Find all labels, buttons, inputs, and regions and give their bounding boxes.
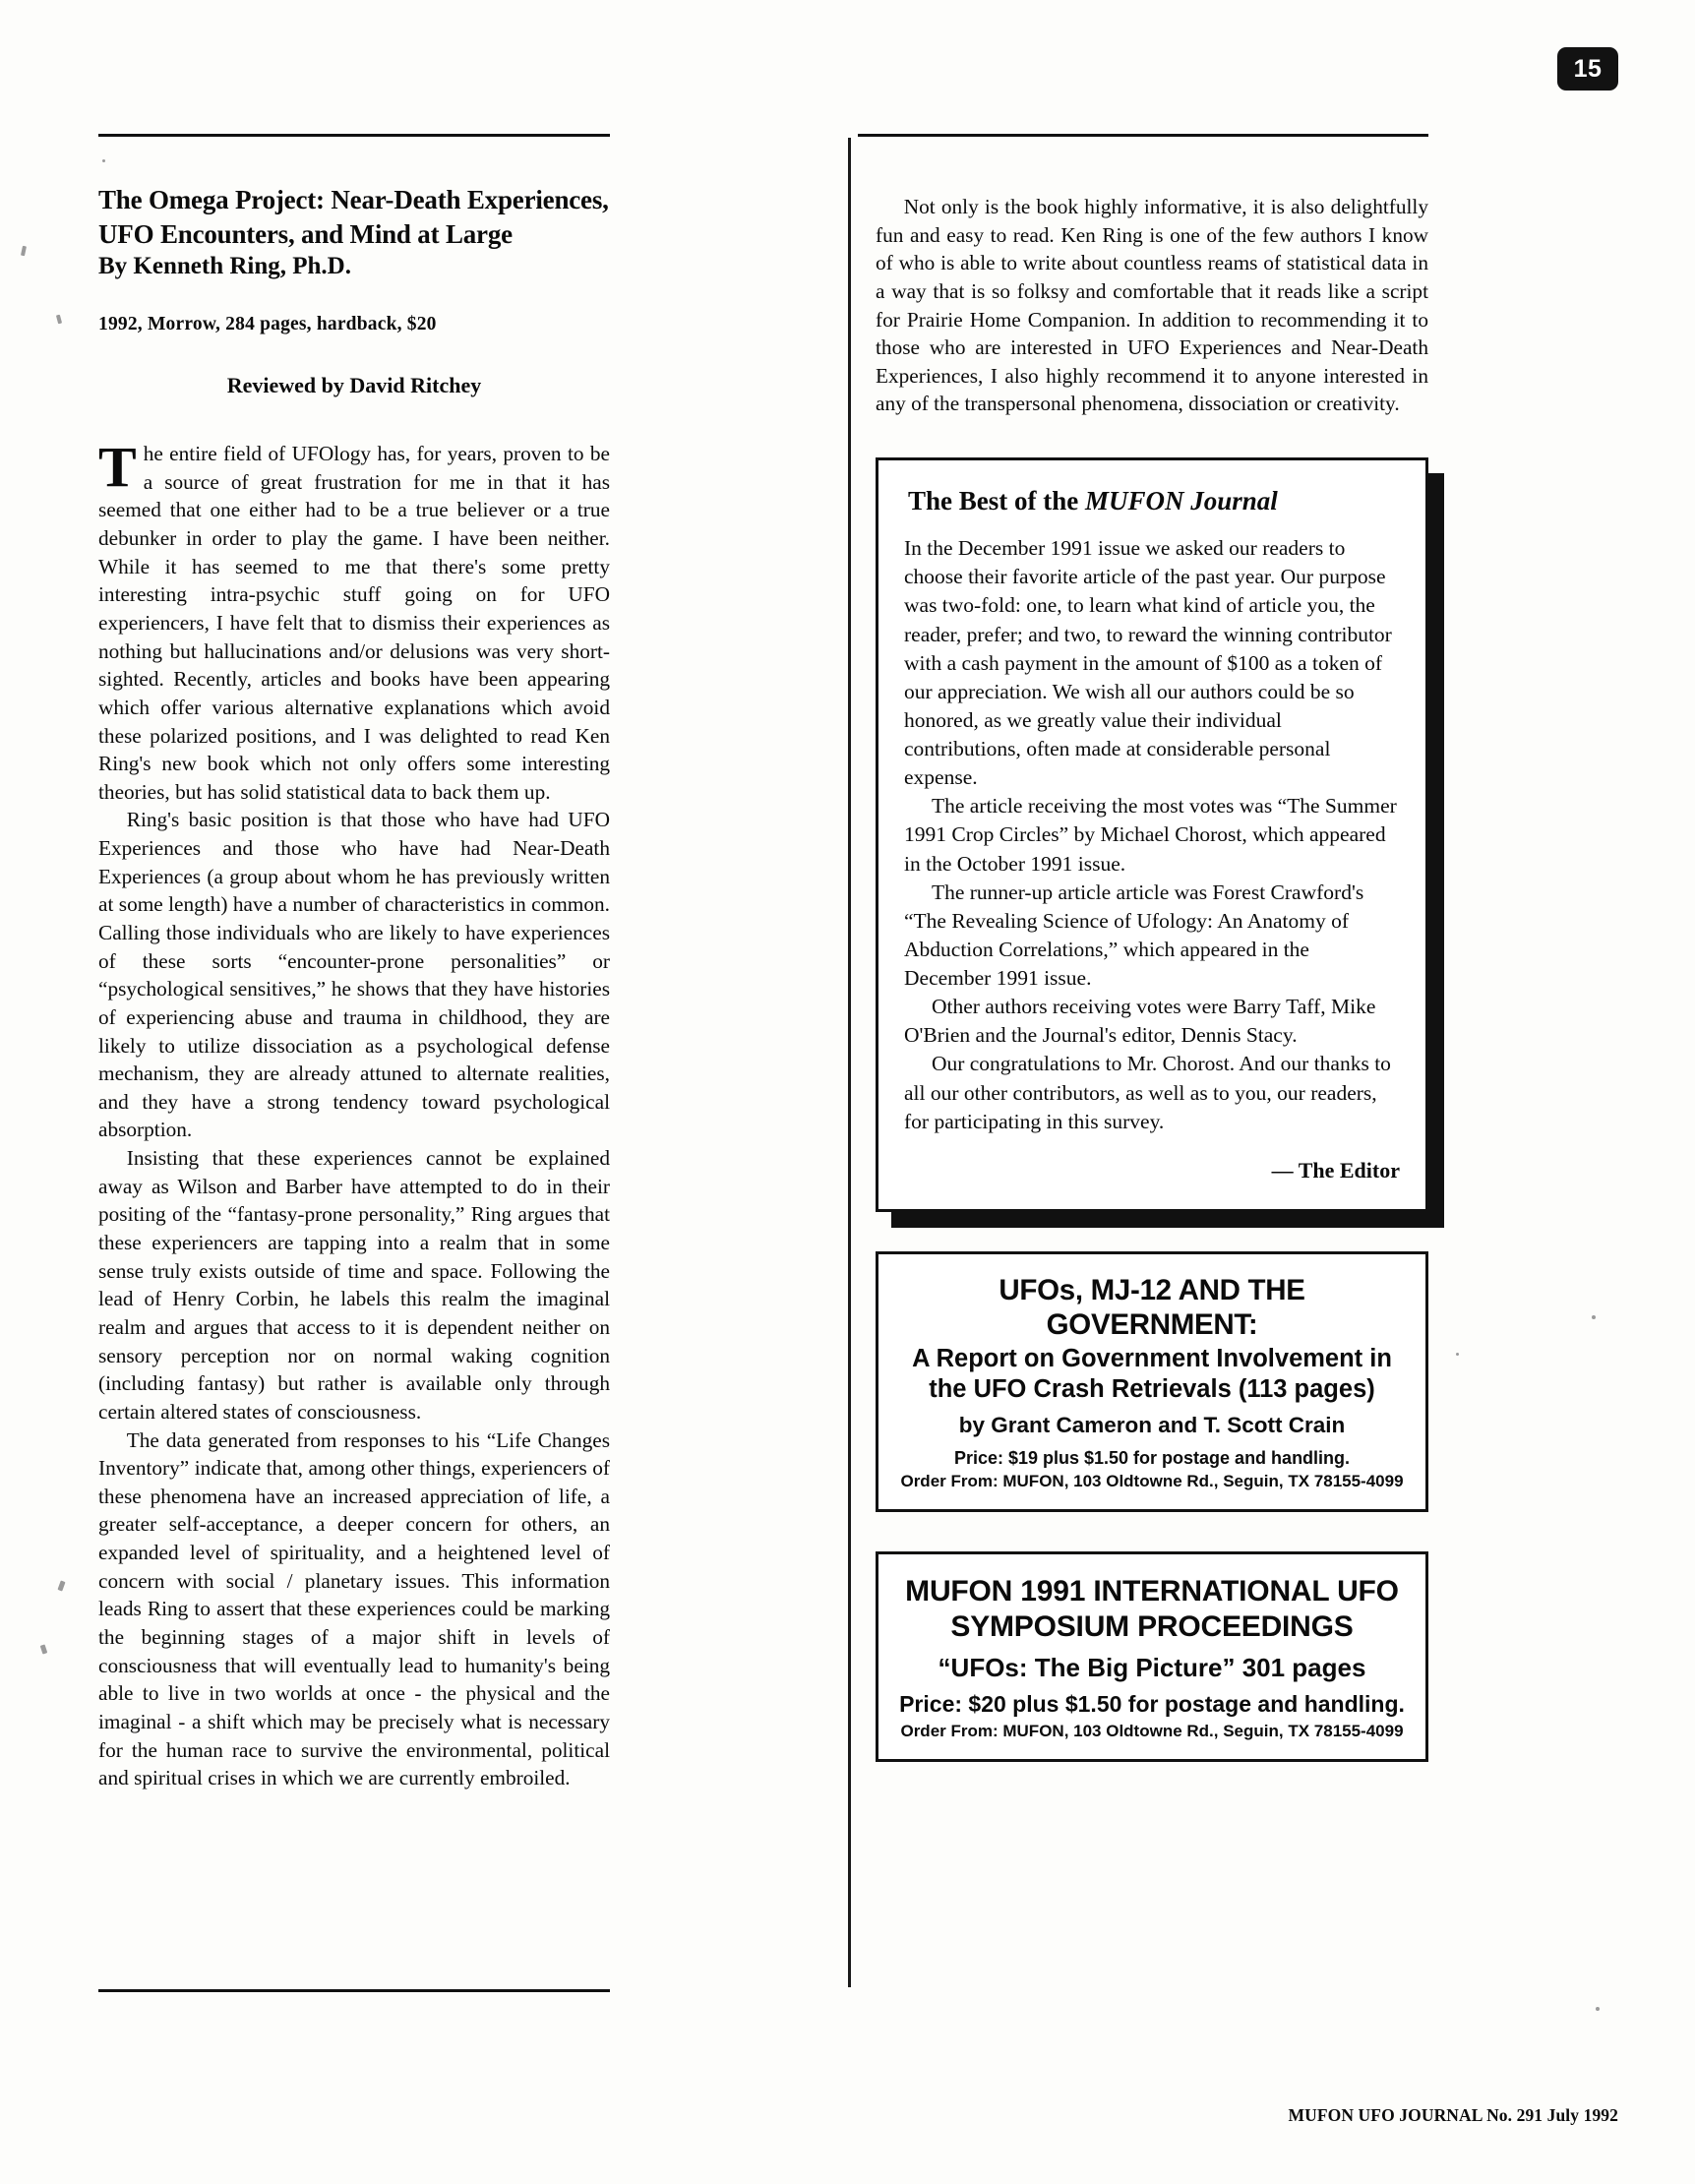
ad-mj12-authors: by Grant Cameron and T. Scott Crain	[958, 1412, 1346, 1437]
column-divider	[848, 138, 851, 1987]
scan-speck	[1596, 2007, 1600, 2011]
review-paragraph: Not only is the book highly informative, it is also delightfully fun and easy to read. Ken Ring is one of the few authors I know of who is able to write about countless reams of statistical data in a way that is so folksy and comfortable that it reads like a script for Prairie Home Companion. In addition to recommending it to those who are interested in UFO Experiences and Near-Death Experiences, I also highly recommend it to anyone interested in any of the transpersonal phenomena, dissociation or creativity.	[876, 195, 1428, 416]
ad-symposium-subtitle: “UFOs: The Big Picture” 301 pages	[938, 1652, 1366, 1682]
best-of-title-italic: MUFON Journal	[1084, 486, 1278, 516]
header-rule-right	[858, 134, 1428, 137]
ad-symposium-price: Price: $20 plus $1.50 for postage and handling.	[899, 1690, 1405, 1717]
review-body	[98, 435, 610, 1792]
scan-speck	[102, 159, 105, 162]
scan-speck	[56, 315, 62, 325]
best-of-mufon-box	[876, 457, 1428, 1212]
ad-mj12-order-info: Order From: MUFON, 103 Oldtowne Rd., Seguin, TX 78155-4099	[900, 1471, 1404, 1490]
left-column	[98, 183, 610, 1792]
review-title-line2: UFO Encounters, and Mind at Large	[98, 218, 513, 249]
ad-mj12-title: UFOs, MJ-12 AND THE GOVERNMENT:	[999, 1273, 1305, 1341]
review-continuation	[876, 193, 1428, 418]
best-of-paragraph: In the December 1991 issue we asked our readers to choose their favorite article of the past year. Our purpose was two-fold: one, to learn what kind of article you, the reader, prefer; and two, to reward the winning contributor with a cash payment in the amount of $100 as a token of our appreciation. We wish all our authors could be so honored, as we greatly value their individual contributions, often made at considerable personal expense.	[904, 536, 1392, 790]
review-paragraph: The entire field of UFOlogy has, for years, proven to be a source of great frustration for me in that it has seemed that one either had to be a true believer or a true debunker in order to play the game. I have been neither. While it has seemed to me that there's some pretty interesting intra-psychic stuff going on for UFO experiencers, I have felt that to dismiss their experiences as nothing but hallucinations and/or delusions was very short-sighted. Recently, articles and books have been appearing which offer various alternative explanations which avoid these polarized positions, and I was delighted to read Ken Ring's new book which not only offers some interesting theories, but has solid statistical data to back them up.	[98, 435, 610, 804]
review-title-line1: The Omega Project: Near-Death Experiences,	[98, 185, 609, 214]
scan-speck	[40, 1644, 48, 1654]
page-footer: MUFON UFO JOURNAL No. 291 July 1992	[1288, 2105, 1618, 2125]
header-rule-left	[98, 134, 610, 137]
publication-info: 1992, Morrow, 284 pages, hardback, $20	[98, 314, 437, 335]
footer-rule-left	[98, 1989, 610, 1992]
ad-symposium-order-info: Order From: MUFON, 103 Oldtowne Rd., Seguin, TX 78155-4099	[900, 1721, 1404, 1740]
right-column	[876, 193, 1428, 1762]
page-number-badge: 15	[1557, 47, 1618, 91]
best-of-box-body	[904, 534, 1400, 1136]
review-paragraph: Ring's basic position is that those who have had UFO Experiences and those who have had Near-Death Experiences (a group about whom he has previously written at some length) have a number of characteristics in common. Calling those individuals who are likely to have experiences of these sorts “encounter-prone personalities” or “psychological sensitives,” he shows that they have histories of experiencing abuse and trauma in childhood, they are likely to utilize dissociation as a psychological defense mechanism, they are already attuned to alternate realities, and they have a strong tendency toward psychological absorption.	[98, 808, 610, 1142]
ad-mj12-price: Price: $19 plus $1.50 for postage and handling.	[953, 1447, 1351, 1468]
review-paragraph: The data generated from responses to his “Life Changes Inventory” indicate that, among other things, experiencers of these phenomena have an increased appreciation of life, a greater self-acceptance, a deeper concern for others, an expanded level of spirituality, and a heightened level of concern with social / planetary issues. This information leads Ring to assert that these experiences could be marking the beginning stages of a major shift in levels of consciousness that will eventually lead to humanity's being able to live in two worlds at once - the physical and the imaginal - a shift which may be precisely what is necessary for the human race to survive the environmental, political and spiritual crises in which we are currently embroiled.	[98, 1427, 610, 1790]
ad-symposium-title-line2: SYMPOSIUM PROCEEDINGS	[950, 1609, 1354, 1643]
best-of-paragraph: Other authors receiving votes were Barry Taff, Mike O'Brien and the Journal's editor, Dennis Stacy.	[904, 995, 1376, 1048]
best-of-paragraph: Our congratulations to Mr. Chorost. And our thanks to all our other contributors, as well as to you, our readers, for participating in this survey.	[904, 1052, 1391, 1133]
ad-mj12-box	[876, 1251, 1428, 1512]
ad-symposium-title-line1: MUFON 1991 INTERNATIONAL UFO	[905, 1574, 1399, 1608]
ad-mj12-subtitle-line1: A Report on Government Involvement in	[912, 1345, 1392, 1373]
best-of-paragraph: The article receiving the most votes was “The Summer 1991 Crop Circles” by Michael Chorost, which appeared in the October 1991 issue.	[904, 794, 1397, 876]
best-of-box-title	[908, 486, 1400, 516]
best-of-paragraph: The runner-up article article was Forest Crawford's “The Revealing Science of Ufology: An Anatomy of Abduction Correlations,” which appeared in the December 1991 issue.	[904, 880, 1364, 990]
best-of-title-prefix: The Best of the	[908, 486, 1085, 516]
scan-speck	[57, 1580, 65, 1591]
scan-speck	[21, 246, 27, 257]
scan-speck	[1456, 1353, 1459, 1356]
review-byline: By Kenneth Ring, Ph.D.	[98, 253, 351, 280]
reviewed-by: Reviewed by David Ritchey	[226, 373, 482, 398]
best-of-box-signature: — The Editor	[1271, 1157, 1400, 1183]
ad-symposium-box	[876, 1551, 1428, 1762]
ad-mj12-subtitle-line2: the UFO Crash Retrievals (113 pages)	[929, 1375, 1375, 1404]
review-paragraph: Insisting that these experiences cannot be explained away as Wilson and Barber have attempted to do in their positing of the “fantasy-prone personality,” Ring argues that these experiencers are tapping into a realm that in some sense truly exists outside of time and space. Following the lead of Henry Corbin, he labels this realm the imaginal realm and argues that access to it is dependent neither on sensory perception nor on normal waking cognition (including fantasy) but rather is available only through certain altered states of consciousness.	[98, 1146, 610, 1424]
scan-speck	[1592, 1315, 1596, 1319]
